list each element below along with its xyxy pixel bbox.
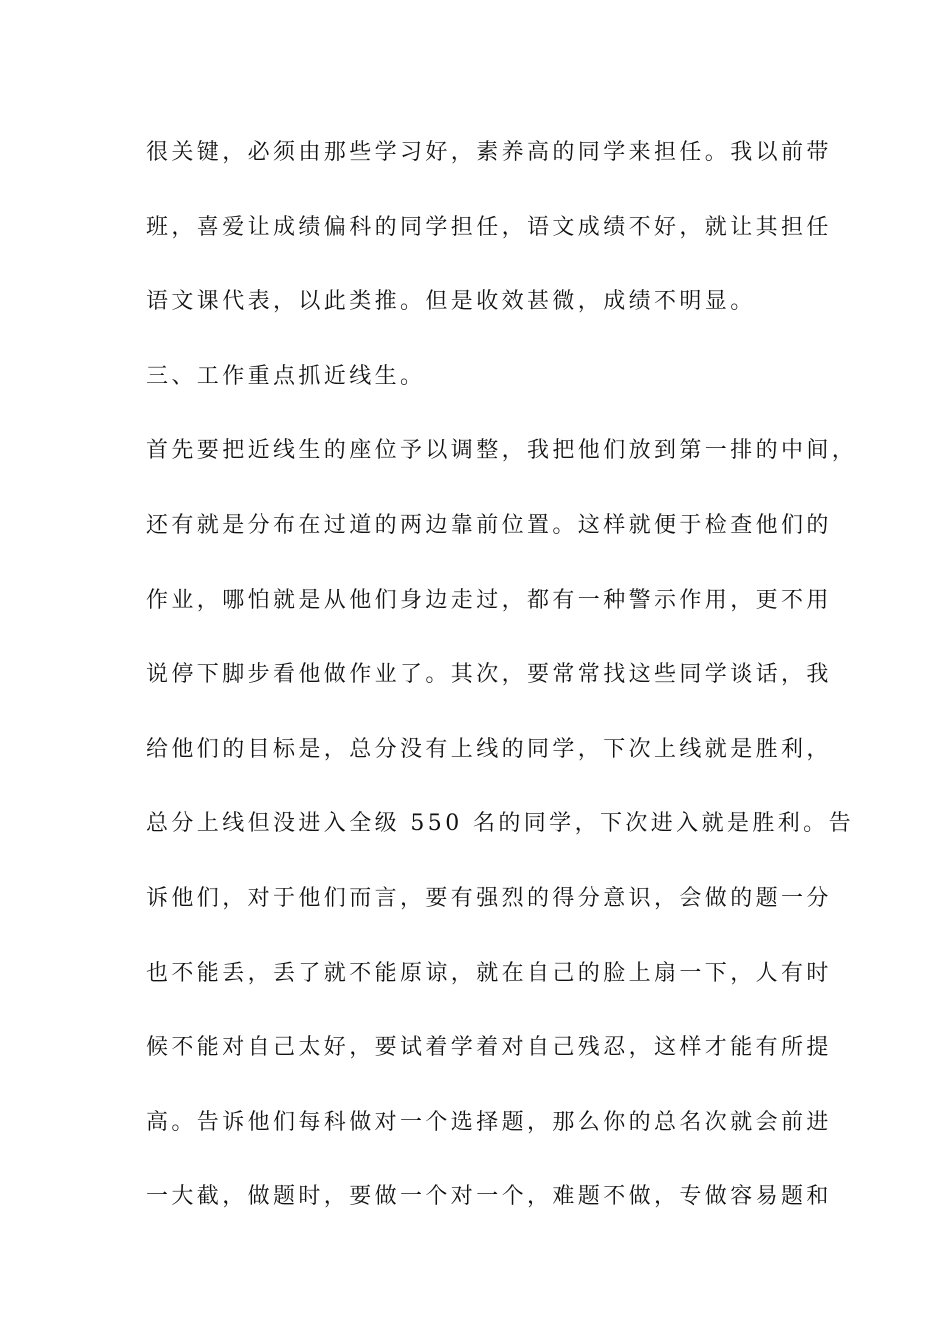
section-heading: 三、工作重点抓近线生。 [146, 363, 426, 389]
text-line-15: 一大截，做题时，要做一个对一个，难题不做，专做容易题和 [146, 1184, 832, 1210]
text-line-12: 也不能丢，丢了就不能原谅，就在自己的脸上扇一下，人有时 [146, 960, 832, 986]
text-line-3: 语文课代表，以此类推。但是收效甚微，成绩不明显。 [146, 289, 756, 315]
text-line-7: 作业，哪怕就是从他们身边走过，都有一种警示作用，更不用 [146, 587, 832, 613]
text-line-6: 还有就是分布在过道的两边靠前位置。这样就便于检查他们的 [146, 512, 832, 538]
text-line-13: 候不能对自己太好，要试着学着对自己残忍，这样才能有所提 [146, 1035, 832, 1061]
text-line-1: 很关键，必须由那些学习好，素养高的同学来担任。我以前带 [146, 140, 832, 165]
text-line-8: 说停下脚步看他做作业了。其次，要常常找这些同学谈话，我 [146, 662, 832, 688]
text-line-5: 首先要把近线生的座位予以调整，我把他们放到第一排的中间， [146, 438, 858, 464]
text-line-11: 诉他们，对于他们而言，要有强烈的得分意识，会做的题一分 [146, 885, 832, 911]
text-line-14: 高。告诉他们每科做对一个选择题，那么你的总名次就会前进 [146, 1109, 832, 1135]
text-line-2: 班，喜爱让成绩偏科的同学担任，语文成绩不好，就让其担任 [146, 214, 832, 240]
text-line-10: 总分上线但没进入全级 550 名的同学，下次进入就是胜利。告 [146, 811, 854, 837]
text-line-9: 给他们的目标是，总分没有上线的同学，下次上线就是胜利， [146, 736, 832, 762]
body-text [146, 130, 858, 1249]
